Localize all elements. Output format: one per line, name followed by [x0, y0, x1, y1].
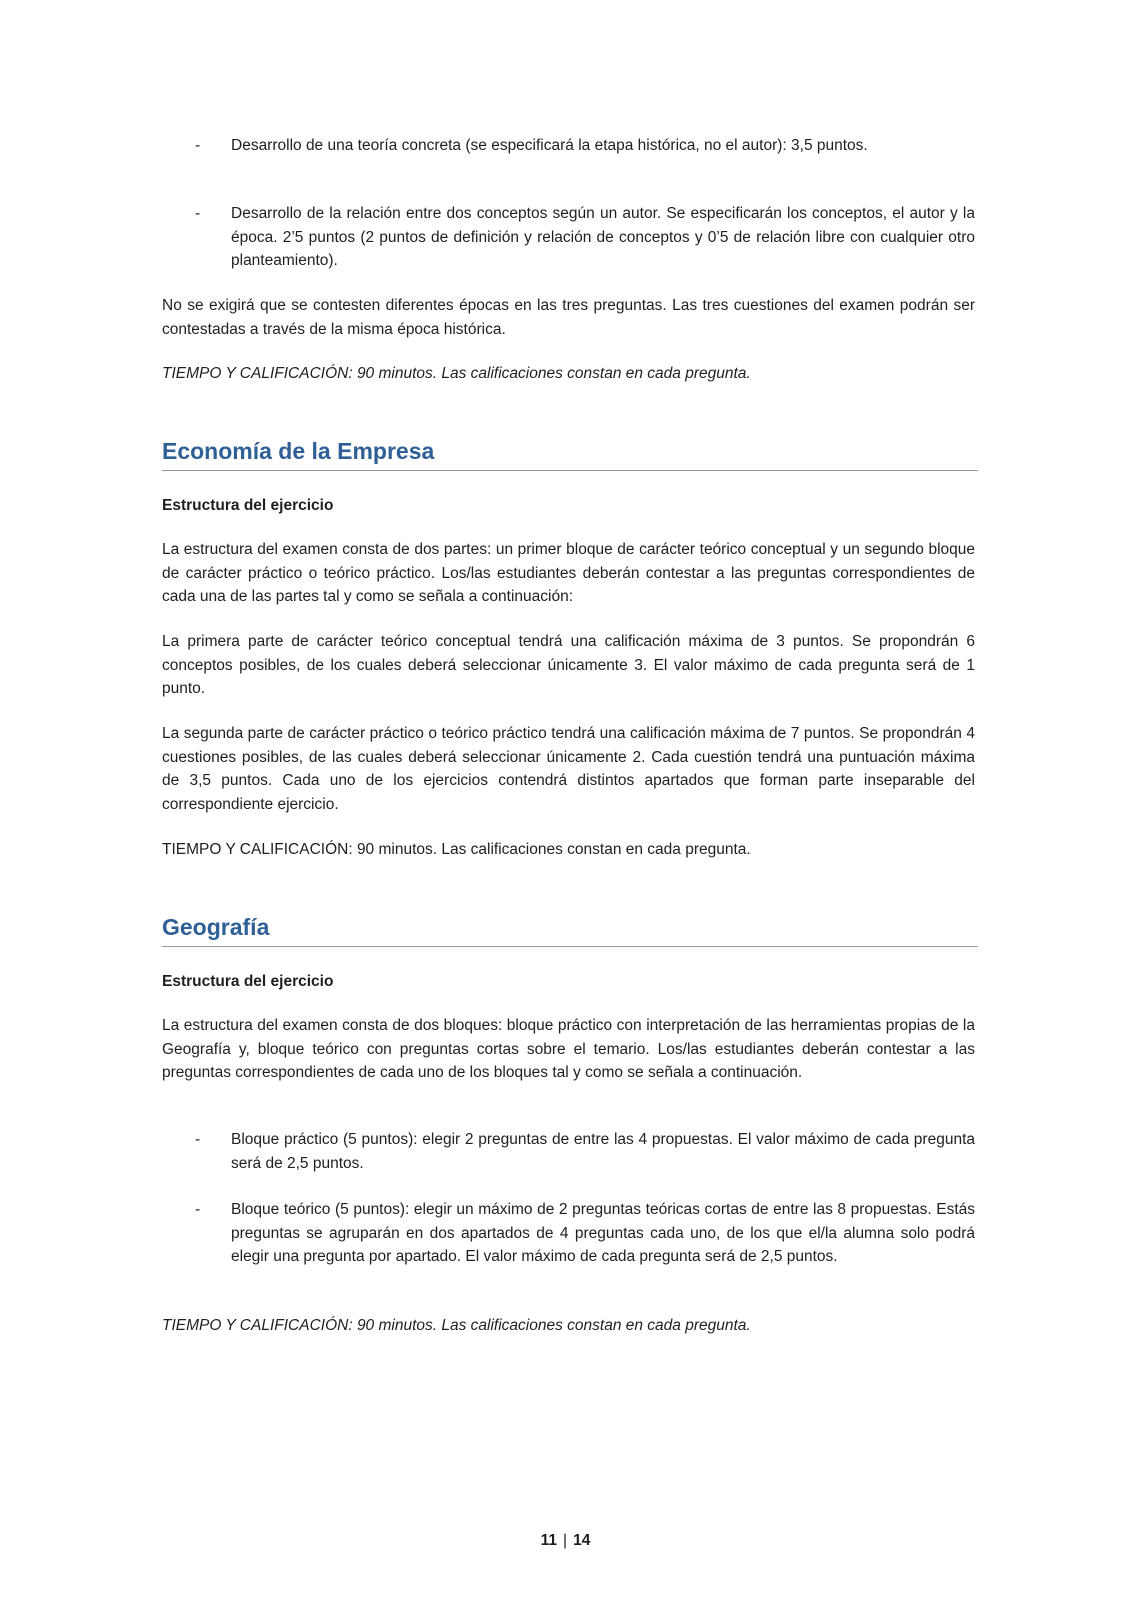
economia-paragraph-3: La segunda parte de carácter práctico o teórico práctico tendrá una calificación máxima de 7 puntos. Se propondrán 4 cuestiones posibles, de las cuales deberá seleccionar únicamente 2. Cada cuestión tendrá una puntuación máxima de 3,5 puntos. Cada uno de los ejercicios contendrá distintos apartados que forman parte inseparable del correspondiente ejercicio.	[162, 725, 975, 813]
bullet-dash: -	[195, 205, 201, 222]
intro-time-note: TIEMPO Y CALIFICACIÓN: 90 minutos. Las calificaciones constan en cada pregunta.	[162, 365, 751, 382]
economia-paragraph-1: La estructura del examen consta de dos partes: un primer bloque de carácter teórico conceptual y un segundo bloque de carácter práctico o teórico práctico. Los/las estudiantes deberán contestar a las preguntas correspondientes de cada una de las partes tal y como se señala a continuación:	[162, 541, 975, 605]
bullet-dash: -	[195, 1131, 201, 1148]
bullet-text: Bloque teórico (5 puntos): elegir un máximo de 2 preguntas teóricas cortas de entre las 8 propuestas. Estás preguntas se agruparán en dos apartados de 4 preguntas cada uno, de los que el/la alumna solo podrá elegir una pregunta por apartado. El valor máximo de cada pregunta será de 2,5 puntos.	[231, 1201, 975, 1265]
bullet-dash: -	[195, 137, 201, 154]
page-number-footer	[0, 1532, 1131, 1550]
intro-paragraph: No se exigirá que se contesten diferentes épocas en las tres preguntas. Las tres cuestiones del examen podrán ser contestadas a través de la misma época histórica.	[162, 297, 975, 338]
economia-paragraph-2: La primera parte de carácter teórico conceptual tendrá una calificación máxima de 3 puntos. Se propondrán 6 conceptos posibles, de los cuales deberá seleccionar únicamente 3. El valor máximo de cada pregunta será de 1 punto.	[162, 633, 975, 697]
bullet-dash: -	[195, 1201, 201, 1218]
total-page-count: 14	[573, 1532, 591, 1549]
intro-bullet-2	[162, 202, 975, 273]
bullet-text: Bloque práctico (5 puntos): elegir 2 preguntas de entre las 4 propuestas. El valor máximo de cada pregunta será de 2,5 puntos.	[231, 1131, 975, 1172]
section-title-economia: Economía de la Empresa	[162, 436, 978, 471]
current-page-number: 11	[540, 1532, 558, 1549]
economia-time-note: TIEMPO Y CALIFICACIÓN: 90 minutos. Las calificaciones constan en cada pregunta.	[162, 841, 751, 858]
geografia-time-note: TIEMPO Y CALIFICACIÓN: 90 minutos. Las calificaciones constan en cada pregunta.	[162, 1317, 751, 1334]
intro-bullet-1	[162, 134, 975, 158]
section-title-geografia: Geografía	[162, 912, 978, 947]
geografia-bullet-1	[162, 1128, 975, 1175]
economia-subheading: Estructura del ejercicio	[162, 497, 334, 514]
page-separator: |	[563, 1532, 568, 1549]
geografia-subheading: Estructura del ejercicio	[162, 973, 334, 990]
bullet-text: Desarrollo de una teoría concreta (se especificará la etapa histórica, no el autor): 3,5 puntos.	[231, 137, 868, 154]
geografia-bullet-2	[162, 1198, 975, 1269]
bullet-text: Desarrollo de la relación entre dos conceptos según un autor. Se especificarán los conceptos, el autor y la época. 2’5 puntos (2 puntos de definición y relación de conceptos y 0’5 de relación libre con cualquier otro planteamiento).	[231, 205, 975, 269]
geografia-paragraph: La estructura del examen consta de dos bloques: bloque práctico con interpretación de las herramientas propias de la Geografía y, bloque teórico con preguntas cortas sobre el temario. Los/las estudiantes deberán contestar a las preguntas correspondientes de cada uno de los bloques tal y como se señala a continuación.	[162, 1017, 975, 1081]
